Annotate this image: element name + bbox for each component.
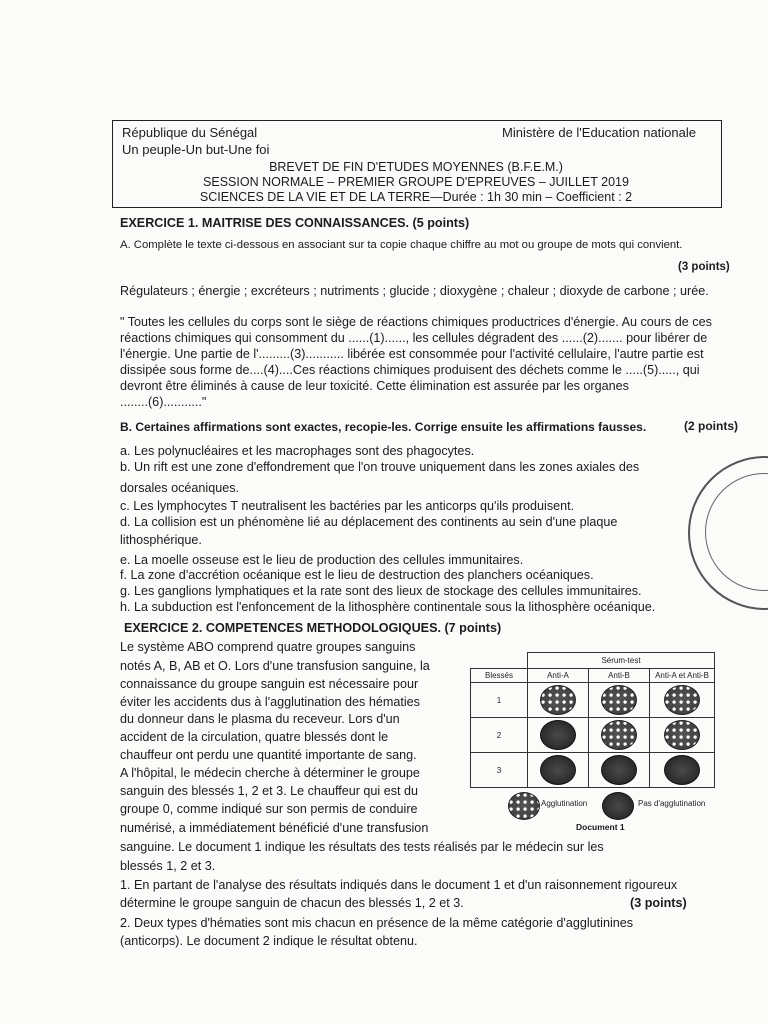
legend-no-agglutination-label: Pas d'agglutination [638, 799, 706, 808]
fill-text-line: l'énergie. Une partie de l'.........(3)........... libérée est consommée pour l'activité cellulaire, l'autre partie est [120, 347, 704, 361]
intro-line: chauffeur ont perdu une quantité importante de sang. [120, 748, 417, 762]
intro-line: éviter les accidents dus à l'agglutination des hématies [120, 695, 420, 709]
test-result-dot [540, 685, 576, 715]
intro-line: numérisé, a immédiatement bénéficié d'une transfusion [120, 821, 429, 835]
row-label: 3 [471, 753, 528, 788]
subject-line: SCIENCES DE LA VIE ET DE LA TERRE—Durée : 1h 30 min – Coefficient : 2 [199, 190, 633, 204]
test-result-dot [601, 755, 637, 785]
test-result-dot [664, 755, 700, 785]
test-result-dot [540, 720, 576, 750]
statement-item: e. La moelle osseuse est le lieu de production des cellules immunitaires. [120, 553, 524, 567]
legend-no-agglutination-dot [602, 792, 634, 820]
statement-item: f. La zone d'accrétion océanique est le lieu de destruction des planchers océaniques. [120, 568, 594, 582]
statement-item: dorsales océaniques. [120, 481, 240, 495]
session-line: SESSION NORMALE – PREMIER GROUPE D'EPREUVES – JUILLET 2019 [203, 175, 629, 189]
question-1-line: détermine le groupe sanguin de chacun des blessés 1, 2 et 3. [120, 896, 464, 910]
col-header-blesses: Blessés [471, 669, 528, 683]
intro-line: notés A, B, AB et O. Lors d'une transfusion sanguine, la [120, 659, 430, 673]
part-a-instruction: A. Complète le texte ci-dessous en associant sur ta copie chaque chiffre au mot ou groupe de mots qui convient. [120, 239, 683, 251]
document-1-caption: Document 1 [576, 822, 625, 832]
document-1-table [470, 652, 715, 788]
row-label: 2 [471, 718, 528, 753]
paragraph-line: blessés 1, 2 et 3. [120, 859, 216, 873]
statement-item: h. La subduction est l'enfoncement de la lithosphère continentale sous la lithosphère océanique. [120, 600, 656, 614]
test-result-dot [601, 685, 637, 715]
col-header-anti-b: Anti-B [589, 669, 650, 683]
part-b-points: (2 points) [684, 419, 738, 433]
col-header-anti-a: Anti-A [528, 669, 589, 683]
legend-agglutination-dot [508, 792, 540, 820]
legend-agglutination-label: Agglutination [541, 799, 588, 808]
part-a-points: (3 points) [678, 261, 730, 273]
statement-item: a. Les polynucléaires et les macrophages sont des phagocytes. [120, 444, 475, 458]
statement-item: d. La collision est un phénomène lié au déplacement des continents au sein d'une plaque [120, 515, 618, 529]
exercise2-title: EXERCICE 2. COMPETENCES METHODOLOGIQUES. (7 points) [124, 621, 502, 635]
intro-line: Le système ABO comprend quatre groupes sanguins [120, 640, 416, 654]
col-header-anti-ab: Anti-A et Anti-B [650, 669, 715, 683]
exam-title: BREVET DE FIN D'ETUDES MOYENNES (B.F.E.M.) [269, 160, 563, 174]
intro-line: sanguin des blessés 1, 2 et 3. Le chauffeur qui est du [120, 784, 419, 798]
word-list: Régulateurs ; énergie ; excréteurs ; nutriments ; glucide ; dioxygène ; chaleur ; dioxyde de carbone ; urée. [120, 284, 709, 298]
statement-item: g. Les ganglions lymphatiques et la rate sont des lieux de stockage des cellules immunitaires. [120, 584, 642, 598]
statement-item: c. Les lymphocytes T neutralisent les bactéries par les anticorps qu'ils produisent. [120, 499, 575, 513]
question-2-line: 2. Deux types d'hématies sont mis chacun en présence de la même catégorie d'agglutinines [120, 916, 634, 930]
test-result-dot [664, 685, 700, 715]
test-result-dot [540, 755, 576, 785]
paragraph-line: sanguine. Le document 1 indique les résultats des tests réalisés par le médecin sur les [120, 840, 604, 854]
intro-line: connaissance du groupe sanguin est nécessaire pour [120, 677, 419, 691]
test-result-dot [664, 720, 700, 750]
row-label: 1 [471, 683, 528, 718]
statement-item: lithosphérique. [120, 533, 202, 547]
test-result-dot [601, 720, 637, 750]
fill-text-line: devront être éliminés à cause de leur toxicité. Cette élimination est assurée par les organes [120, 379, 629, 393]
fill-text-line: dissipée sous forme de....(4)....Ces réactions chimiques produisent des déchets comme le .....(5)....., qui [120, 363, 700, 377]
intro-line: du donneur dans le plasma du receveur. Lors d'un [120, 712, 400, 726]
question-2-line: (anticorps). Le document 2 indique le résultat obtenu. [120, 934, 418, 948]
intro-line: groupe 0, comme indiqué sur son permis de conduire [120, 802, 418, 816]
fill-text-line: " Toutes les cellules du corps sont le siège de réactions chimiques productrices d'énergie. Au cours de ces [120, 315, 712, 329]
question-1-line: 1. En partant de l'analyse des résultats indiqués dans le document 1 et d'un raisonnement rigoureux [120, 878, 678, 892]
serum-test-header: Sérum-test [528, 653, 715, 669]
fill-text-line: ........(6)..........." [120, 395, 207, 409]
ministry-stamp [688, 456, 768, 610]
intro-line: accident de la circulation, quatre blessés dont le [120, 730, 389, 744]
country-motto: Un peuple-Un but-Une foi [122, 142, 270, 157]
exercise1-title: EXERCICE 1. MAITRISE DES CONNAISSANCES. (5 points) [120, 216, 470, 230]
intro-line: A l'hôpital, le médecin cherche à déterminer le groupe [120, 766, 420, 780]
ministry-name: Ministère de l'Education nationale [502, 125, 696, 140]
country-name: République du Sénégal [122, 125, 258, 140]
question-1-points: (3 points) [630, 896, 687, 910]
part-b-instruction: B. Certaines affirmations sont exactes, recopie-les. Corrige ensuite les affirmations fausses. [120, 420, 647, 434]
statement-item: b. Un rift est une zone d'effondrement que l'on trouve uniquement dans les zones axiales des [120, 460, 640, 474]
fill-text-line: réactions chimiques qui consomment du ......(1)......, les cellules dégradent des ......(2)....... pour libérer de [120, 331, 708, 345]
